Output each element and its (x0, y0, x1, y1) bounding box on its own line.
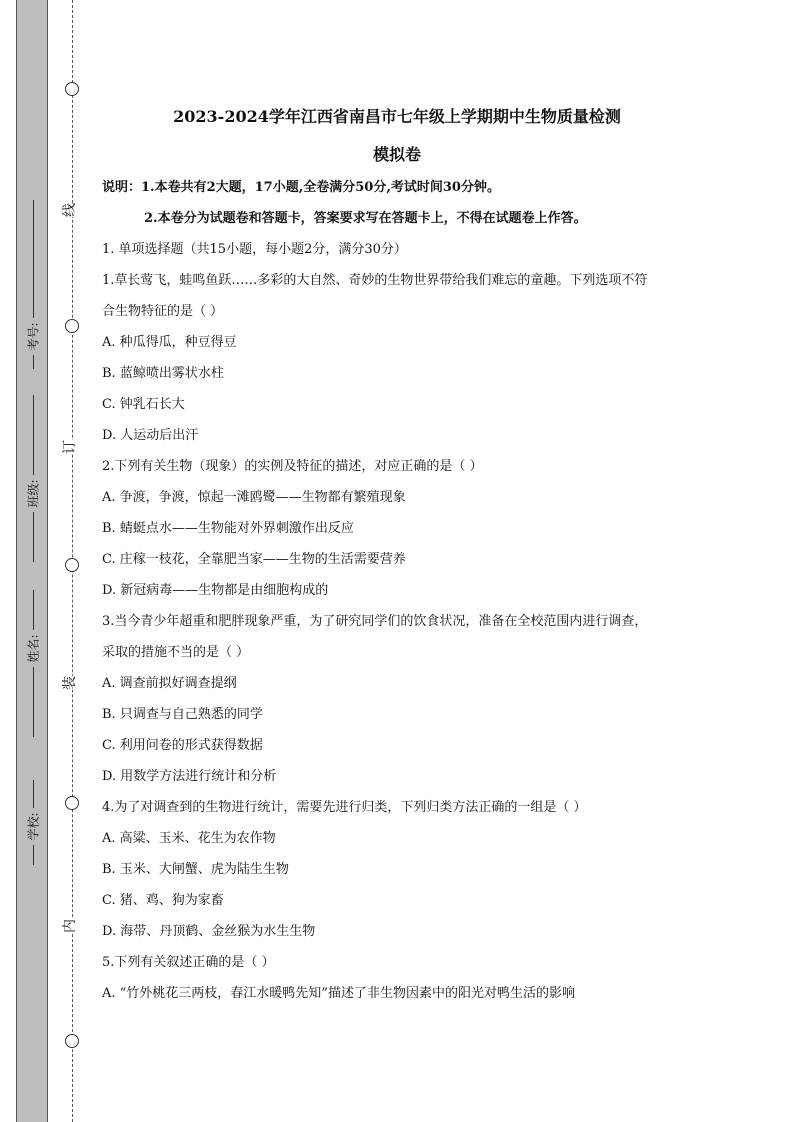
hole-circle (65, 558, 79, 572)
option-item: D. 海带、丹顶鹤、金丝猴为水生生物 (102, 924, 316, 939)
question-stem: 4.为了对调查到的生物进行统计，需要先进行归类，下列归类方法正确的一组是（ ） (102, 800, 587, 815)
option-item: B. 蓝鲸喷出雾状水柱 (102, 366, 224, 381)
question-stem: 2.下列有关生物（现象）的实例及特征的描述，对应正确的是（ ） (102, 459, 483, 474)
field-label-exam-number: 考号: (26, 322, 41, 351)
field-line (33, 780, 34, 808)
class-field[interactable] (16, 395, 50, 562)
question-stem-cont: 合生物特征的是（ ） (102, 304, 224, 319)
field-line (33, 355, 34, 369)
school-field[interactable] (16, 780, 50, 865)
section-heading: 1. 单项选择题（共15小题，每小题2分，满分30分） (102, 242, 407, 257)
binding-char-xian: 线 (57, 203, 81, 217)
question-stem: 3.当今青少年超重和肥胖现象严重，为了研究同学们的饮食状况，准备在全校范围内进行调查， (102, 614, 648, 629)
option-item: A. 高粱、玉米、花生为农作物 (102, 831, 276, 846)
exam-content (102, 100, 692, 1009)
question-stem: 5.下列有关叙述正确的是（ ） (102, 955, 275, 970)
option-item: C. 庄稼一枝花，全靠肥当家——生物的生活需要营养 (102, 552, 406, 567)
option-item: A. 种瓜得瓜，种豆得豆 (102, 335, 237, 350)
field-label-name: 姓名: (26, 634, 41, 663)
option-item: B. 蜻蜓点水——生物能对外界刺激作出反应 (102, 521, 354, 536)
option-item: D. 新冠病毒——生物都是由细胞构成的 (102, 583, 329, 598)
option-item: A. “竹外桃花三两枝，春江水暖鸭先知”描述了非生物因素中的阳光对鸭生活的影响 (102, 986, 575, 1001)
exam-note: 2.本卷分为试题卷和答题卡，答案要求写在答题卡上，不得在试题卷上作答。 (144, 211, 587, 226)
option-item: C. 利用问卷的形式获得数据 (102, 738, 263, 753)
field-line (33, 512, 34, 562)
field-line (33, 845, 34, 865)
field-label-school: 学校: (26, 812, 41, 841)
hole-circle (65, 319, 79, 333)
option-item: D. 人运动后出汗 (102, 428, 199, 443)
exam-note: 说明：1.本卷共有2大题，17小题,全卷满分50分,考试时间30分钟。 (102, 180, 500, 195)
option-item: A. 调查前拟好调查提纲 (102, 676, 237, 691)
binding-char-ding: 订 (57, 440, 81, 454)
option-item: D. 用数学方法进行统计和分析 (102, 769, 277, 784)
hole-circle (65, 1034, 79, 1048)
field-line (33, 590, 34, 630)
name-field[interactable] (16, 590, 50, 737)
field-line (33, 200, 34, 318)
page-subtitle: 模拟卷 (372, 145, 421, 164)
hole-circle (65, 82, 79, 96)
option-item: C. 钟乳石长大 (102, 397, 185, 412)
option-item: B. 玉米、大闸蟹、虎为陆生生物 (102, 862, 289, 877)
option-item: C. 猪、鸡、狗为家畜 (102, 893, 224, 908)
question-stem-cont: 采取的措施不当的是（ ） (102, 645, 250, 660)
option-item: A. 争渡，争渡，惊起一滩鸥鹭——生物都有繁殖现象 (102, 490, 406, 505)
page-title: 2023-2024学年江西省南昌市七年级上学期期中生物质量检测 (173, 107, 621, 126)
binding-char-nei: 内 (57, 919, 81, 933)
field-line (33, 667, 34, 737)
question-stem: 1.草长莺飞，蛙鸣鱼跃……多彩的大自然、奇妙的生物世界带给我们难忘的童趣。下列选项不符 (102, 273, 648, 288)
field-label-class: 班级: (26, 479, 41, 508)
option-item: B. 只调查与自己熟悉的同学 (102, 707, 263, 722)
hole-circle (65, 796, 79, 810)
exam-number-field[interactable] (16, 200, 50, 369)
binding-char-zhuang: 装 (57, 676, 81, 690)
field-line (33, 395, 34, 475)
